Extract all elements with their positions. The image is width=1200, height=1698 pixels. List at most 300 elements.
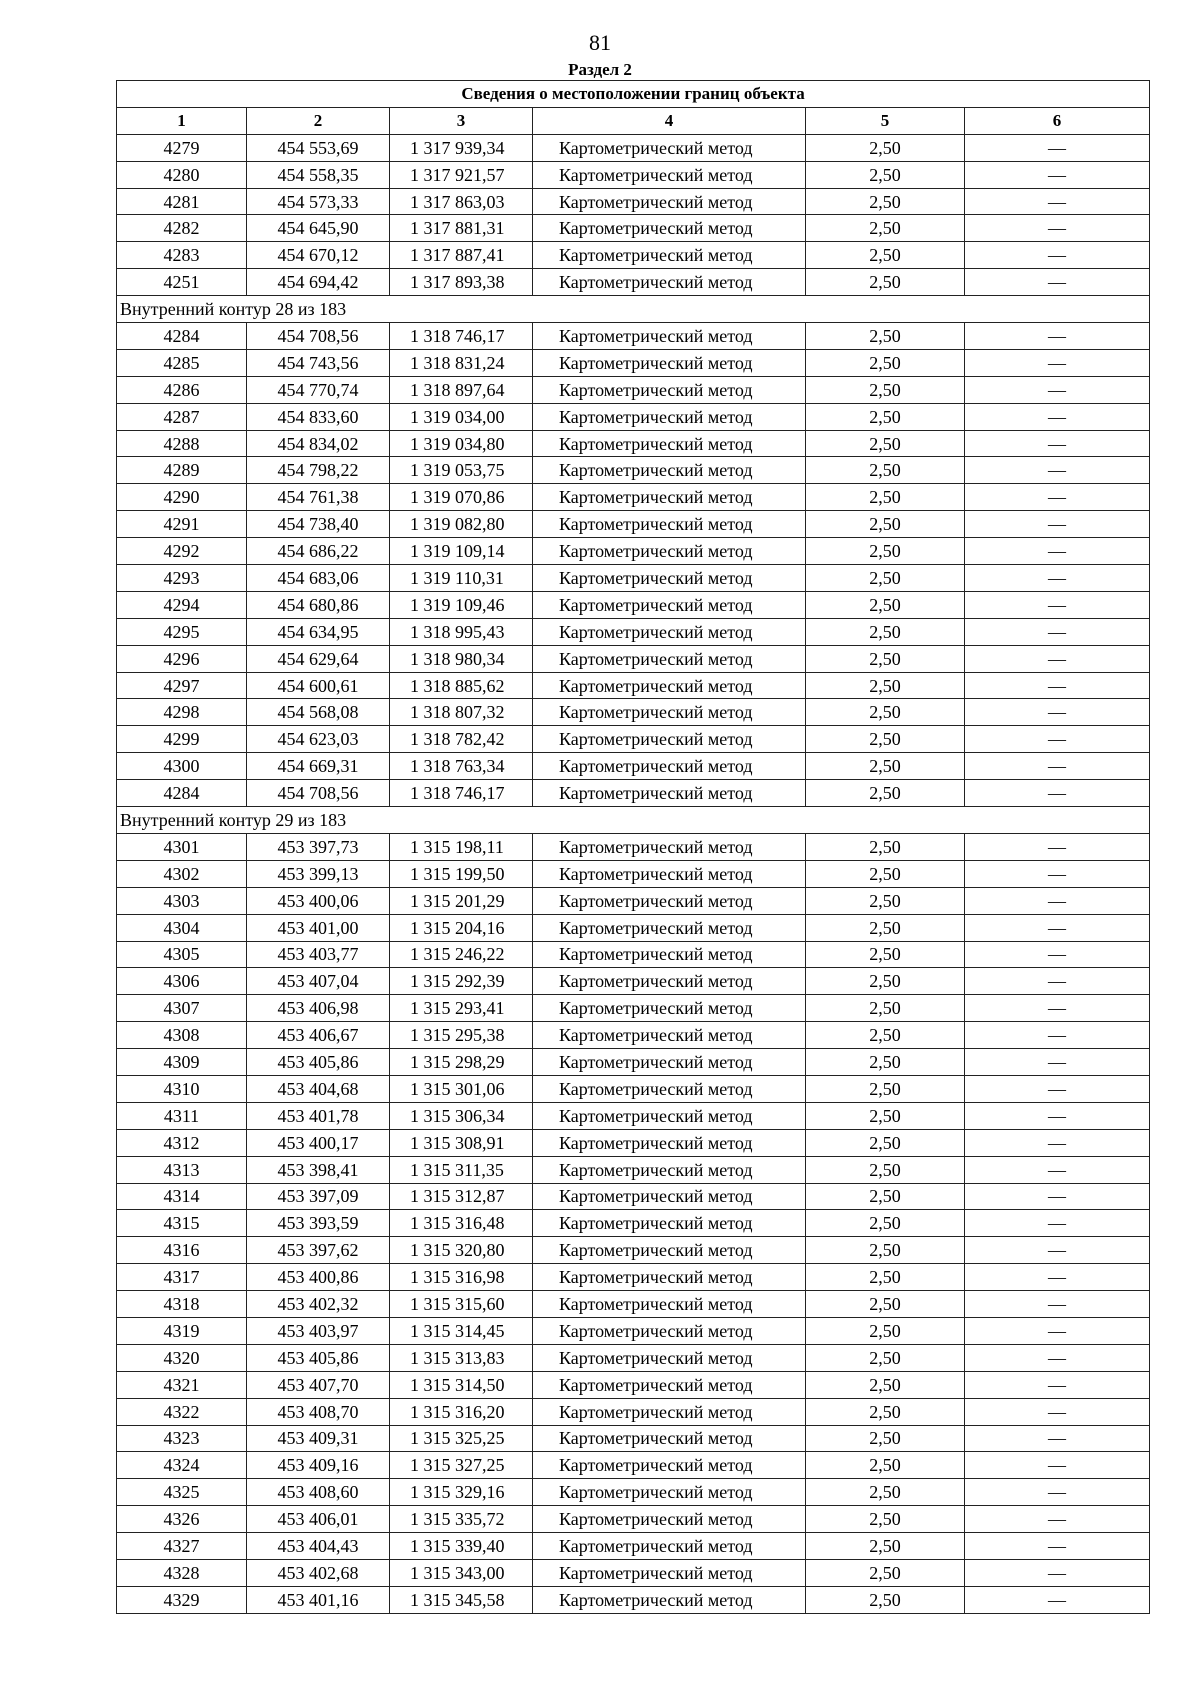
y-coordinate-cell: 1 315 335,72 <box>390 1506 533 1533</box>
page-number: 81 <box>589 30 611 55</box>
accuracy-cell: 2,50 <box>806 1586 965 1613</box>
x-coordinate-cell: 454 834,02 <box>247 430 390 457</box>
y-coordinate-cell: 1 317 881,31 <box>390 215 533 242</box>
x-coordinate-cell: 454 743,56 <box>247 349 390 376</box>
y-coordinate-cell: 1 315 314,50 <box>390 1371 533 1398</box>
note-cell: — <box>965 1022 1150 1049</box>
table-row <box>117 269 1150 296</box>
x-coordinate-cell: 454 573,33 <box>247 188 390 215</box>
table-row <box>117 511 1150 538</box>
method-cell: Картометрический метод <box>533 672 806 699</box>
x-coordinate-cell: 454 686,22 <box>247 538 390 565</box>
accuracy-cell: 2,50 <box>806 215 965 242</box>
point-number-cell: 4300 <box>117 753 247 780</box>
y-coordinate-cell: 1 318 980,34 <box>390 645 533 672</box>
method-cell: Картометрический метод <box>533 1479 806 1506</box>
x-coordinate-cell: 453 404,43 <box>247 1533 390 1560</box>
y-coordinate-cell: 1 315 308,91 <box>390 1129 533 1156</box>
table-row <box>117 914 1150 941</box>
accuracy-cell: 2,50 <box>806 1506 965 1533</box>
accuracy-cell: 2,50 <box>806 565 965 592</box>
y-coordinate-cell: 1 315 201,29 <box>390 887 533 914</box>
x-coordinate-cell: 453 403,77 <box>247 941 390 968</box>
accuracy-cell: 2,50 <box>806 914 965 941</box>
table-row <box>117 860 1150 887</box>
note-cell: — <box>965 591 1150 618</box>
point-number-cell: 4311 <box>117 1102 247 1129</box>
table-row <box>117 1264 1150 1291</box>
method-cell: Картометрический метод <box>533 349 806 376</box>
method-cell: Картометрический метод <box>533 134 806 161</box>
y-coordinate-cell: 1 315 316,48 <box>390 1210 533 1237</box>
accuracy-cell: 2,50 <box>806 1156 965 1183</box>
x-coordinate-cell: 453 397,09 <box>247 1183 390 1210</box>
note-cell: — <box>965 1586 1150 1613</box>
accuracy-cell: 2,50 <box>806 1559 965 1586</box>
note-cell: — <box>965 1533 1150 1560</box>
point-number-cell: 4318 <box>117 1291 247 1318</box>
note-cell: — <box>965 1506 1150 1533</box>
table-row <box>117 1156 1150 1183</box>
x-coordinate-cell: 454 645,90 <box>247 215 390 242</box>
note-cell: — <box>965 1129 1150 1156</box>
accuracy-cell: 2,50 <box>806 941 965 968</box>
x-coordinate-cell: 453 409,31 <box>247 1425 390 1452</box>
x-coordinate-cell: 453 408,70 <box>247 1398 390 1425</box>
table-row <box>117 1210 1150 1237</box>
point-number-cell: 4323 <box>117 1425 247 1452</box>
note-cell: — <box>965 215 1150 242</box>
note-cell: — <box>965 780 1150 807</box>
x-coordinate-cell: 454 770,74 <box>247 376 390 403</box>
y-coordinate-cell: 1 319 109,14 <box>390 538 533 565</box>
x-coordinate-cell: 454 708,56 <box>247 780 390 807</box>
point-number-cell: 4321 <box>117 1371 247 1398</box>
x-coordinate-cell: 453 393,59 <box>247 1210 390 1237</box>
table-row <box>117 1559 1150 1586</box>
method-cell: Картометрический метод <box>533 269 806 296</box>
note-cell: — <box>965 753 1150 780</box>
table-row <box>117 1533 1150 1560</box>
note-cell: — <box>965 188 1150 215</box>
method-cell: Картометрический метод <box>533 860 806 887</box>
method-cell: Картометрический метод <box>533 538 806 565</box>
note-cell: — <box>965 995 1150 1022</box>
note-cell: — <box>965 968 1150 995</box>
table-row <box>117 753 1150 780</box>
note-cell: — <box>965 618 1150 645</box>
x-coordinate-cell: 453 398,41 <box>247 1156 390 1183</box>
x-coordinate-cell: 454 798,22 <box>247 457 390 484</box>
y-coordinate-cell: 1 318 807,32 <box>390 699 533 726</box>
y-coordinate-cell: 1 315 198,11 <box>390 833 533 860</box>
table-row <box>117 968 1150 995</box>
method-cell: Картометрический метод <box>533 1264 806 1291</box>
x-coordinate-cell: 453 402,32 <box>247 1291 390 1318</box>
contour-label: Внутренний контур 29 из 183 <box>117 807 1150 834</box>
method-cell: Картометрический метод <box>533 780 806 807</box>
table-row <box>117 1506 1150 1533</box>
accuracy-cell: 2,50 <box>806 538 965 565</box>
y-coordinate-cell: 1 315 295,38 <box>390 1022 533 1049</box>
note-cell: — <box>965 1317 1150 1344</box>
accuracy-cell: 2,50 <box>806 645 965 672</box>
accuracy-cell: 2,50 <box>806 1291 965 1318</box>
accuracy-cell: 2,50 <box>806 1264 965 1291</box>
point-number-cell: 4329 <box>117 1586 247 1613</box>
accuracy-cell: 2,50 <box>806 726 965 753</box>
point-number-cell: 4281 <box>117 188 247 215</box>
table-row <box>117 161 1150 188</box>
accuracy-cell: 2,50 <box>806 1129 965 1156</box>
x-coordinate-cell: 454 669,31 <box>247 753 390 780</box>
x-coordinate-cell: 453 405,86 <box>247 1049 390 1076</box>
note-cell: — <box>965 1452 1150 1479</box>
y-coordinate-cell: 1 315 298,29 <box>390 1049 533 1076</box>
method-cell: Картометрический метод <box>533 376 806 403</box>
accuracy-cell: 2,50 <box>806 484 965 511</box>
method-cell: Картометрический метод <box>533 1371 806 1398</box>
method-cell: Картометрический метод <box>533 1425 806 1452</box>
table-caption: Сведения о местоположении границ объекта <box>117 81 1150 108</box>
table-row <box>117 242 1150 269</box>
y-coordinate-cell: 1 315 315,60 <box>390 1291 533 1318</box>
accuracy-cell: 2,50 <box>806 887 965 914</box>
accuracy-cell: 2,50 <box>806 161 965 188</box>
accuracy-cell: 2,50 <box>806 699 965 726</box>
method-cell: Картометрический метод <box>533 618 806 645</box>
accuracy-cell: 2,50 <box>806 995 965 1022</box>
point-number-cell: 4309 <box>117 1049 247 1076</box>
note-cell: — <box>965 565 1150 592</box>
accuracy-cell: 2,50 <box>806 833 965 860</box>
method-cell: Картометрический метод <box>533 161 806 188</box>
y-coordinate-cell: 1 317 863,03 <box>390 188 533 215</box>
x-coordinate-cell: 454 553,69 <box>247 134 390 161</box>
point-number-cell: 4327 <box>117 1533 247 1560</box>
x-coordinate-cell: 453 406,98 <box>247 995 390 1022</box>
x-coordinate-cell: 454 833,60 <box>247 403 390 430</box>
accuracy-cell: 2,50 <box>806 349 965 376</box>
accuracy-cell: 2,50 <box>806 134 965 161</box>
boundary-table <box>116 80 1150 1614</box>
point-number-cell: 4308 <box>117 1022 247 1049</box>
accuracy-cell: 2,50 <box>806 1479 965 1506</box>
point-number-cell: 4279 <box>117 134 247 161</box>
x-coordinate-cell: 454 738,40 <box>247 511 390 538</box>
table-row <box>117 1075 1150 1102</box>
point-number-cell: 4312 <box>117 1129 247 1156</box>
contour-row <box>117 807 1150 834</box>
point-number-cell: 4285 <box>117 349 247 376</box>
point-number-cell: 4295 <box>117 618 247 645</box>
point-number-cell: 4294 <box>117 591 247 618</box>
x-coordinate-cell: 453 401,16 <box>247 1586 390 1613</box>
y-coordinate-cell: 1 315 312,87 <box>390 1183 533 1210</box>
point-number-cell: 4282 <box>117 215 247 242</box>
y-coordinate-cell: 1 319 034,00 <box>390 403 533 430</box>
y-coordinate-cell: 1 315 345,58 <box>390 1586 533 1613</box>
x-coordinate-cell: 453 397,73 <box>247 833 390 860</box>
x-coordinate-cell: 454 670,12 <box>247 242 390 269</box>
table-body <box>117 134 1150 1613</box>
point-number-cell: 4280 <box>117 161 247 188</box>
point-number-cell: 4296 <box>117 645 247 672</box>
method-cell: Картометрический метод <box>533 323 806 350</box>
y-coordinate-cell: 1 318 746,17 <box>390 780 533 807</box>
table-row <box>117 1183 1150 1210</box>
y-coordinate-cell: 1 315 292,39 <box>390 968 533 995</box>
y-coordinate-cell: 1 315 311,35 <box>390 1156 533 1183</box>
accuracy-cell: 2,50 <box>806 618 965 645</box>
table-row <box>117 484 1150 511</box>
method-cell: Картометрический метод <box>533 1559 806 1586</box>
method-cell: Картометрический метод <box>533 511 806 538</box>
table-row <box>117 323 1150 350</box>
method-cell: Картометрический метод <box>533 1533 806 1560</box>
table-row <box>117 833 1150 860</box>
note-cell: — <box>965 430 1150 457</box>
note-cell: — <box>965 833 1150 860</box>
method-cell: Картометрический метод <box>533 403 806 430</box>
table-row <box>117 1022 1150 1049</box>
table-row <box>117 1317 1150 1344</box>
method-cell: Картометрический метод <box>533 968 806 995</box>
point-number-cell: 4289 <box>117 457 247 484</box>
y-coordinate-cell: 1 315 329,16 <box>390 1479 533 1506</box>
accuracy-cell: 2,50 <box>806 457 965 484</box>
method-cell: Картометрический метод <box>533 1506 806 1533</box>
x-coordinate-cell: 453 400,86 <box>247 1264 390 1291</box>
method-cell: Картометрический метод <box>533 887 806 914</box>
method-cell: Картометрический метод <box>533 565 806 592</box>
note-cell: — <box>965 672 1150 699</box>
accuracy-cell: 2,50 <box>806 780 965 807</box>
point-number-cell: 4288 <box>117 430 247 457</box>
note-cell: — <box>965 699 1150 726</box>
x-coordinate-cell: 454 761,38 <box>247 484 390 511</box>
accuracy-cell: 2,50 <box>806 753 965 780</box>
accuracy-cell: 2,50 <box>806 672 965 699</box>
x-coordinate-cell: 453 403,97 <box>247 1317 390 1344</box>
note-cell: — <box>965 645 1150 672</box>
contour-label: Внутренний контур 28 из 183 <box>117 296 1150 323</box>
note-cell: — <box>965 1049 1150 1076</box>
accuracy-cell: 2,50 <box>806 1183 965 1210</box>
note-cell: — <box>965 1291 1150 1318</box>
x-coordinate-cell: 453 409,16 <box>247 1452 390 1479</box>
x-coordinate-cell: 453 397,62 <box>247 1237 390 1264</box>
note-cell: — <box>965 941 1150 968</box>
table-row <box>117 995 1150 1022</box>
point-number-cell: 4297 <box>117 672 247 699</box>
accuracy-cell: 2,50 <box>806 1210 965 1237</box>
method-cell: Картометрический метод <box>533 645 806 672</box>
table-row <box>117 1479 1150 1506</box>
y-coordinate-cell: 1 315 204,16 <box>390 914 533 941</box>
table-row <box>117 215 1150 242</box>
method-cell: Картометрический метод <box>533 1022 806 1049</box>
point-number-cell: 4315 <box>117 1210 247 1237</box>
column-header: 6 <box>965 107 1150 134</box>
point-number-cell: 4325 <box>117 1479 247 1506</box>
method-cell: Картометрический метод <box>533 1344 806 1371</box>
y-coordinate-cell: 1 319 082,80 <box>390 511 533 538</box>
y-coordinate-cell: 1 318 782,42 <box>390 726 533 753</box>
table-row <box>117 591 1150 618</box>
accuracy-cell: 2,50 <box>806 1425 965 1452</box>
x-coordinate-cell: 453 405,86 <box>247 1344 390 1371</box>
note-cell: — <box>965 887 1150 914</box>
y-coordinate-cell: 1 318 897,64 <box>390 376 533 403</box>
table-caption-row <box>117 81 1150 108</box>
table-row <box>117 1344 1150 1371</box>
column-header-row <box>117 107 1150 134</box>
y-coordinate-cell: 1 315 316,98 <box>390 1264 533 1291</box>
y-coordinate-cell: 1 319 110,31 <box>390 565 533 592</box>
table-row <box>117 941 1150 968</box>
table-row <box>117 672 1150 699</box>
x-coordinate-cell: 454 680,86 <box>247 591 390 618</box>
table-row <box>117 1371 1150 1398</box>
point-number-cell: 4317 <box>117 1264 247 1291</box>
note-cell: — <box>965 376 1150 403</box>
note-cell: — <box>965 860 1150 887</box>
point-number-cell: 4310 <box>117 1075 247 1102</box>
x-coordinate-cell: 454 629,64 <box>247 645 390 672</box>
method-cell: Картометрический метод <box>533 1291 806 1318</box>
table-row <box>117 134 1150 161</box>
note-cell: — <box>965 1183 1150 1210</box>
table-row <box>117 1425 1150 1452</box>
note-cell: — <box>965 1210 1150 1237</box>
point-number-cell: 4328 <box>117 1559 247 1586</box>
y-coordinate-cell: 1 315 306,34 <box>390 1102 533 1129</box>
y-coordinate-cell: 1 317 887,41 <box>390 242 533 269</box>
method-cell: Картометрический метод <box>533 753 806 780</box>
note-cell: — <box>965 1102 1150 1129</box>
method-cell: Картометрический метод <box>533 914 806 941</box>
table-row <box>117 403 1150 430</box>
method-cell: Картометрический метод <box>533 215 806 242</box>
accuracy-cell: 2,50 <box>806 188 965 215</box>
note-cell: — <box>965 914 1150 941</box>
note-cell: — <box>965 1344 1150 1371</box>
table-row <box>117 188 1150 215</box>
column-header: 4 <box>533 107 806 134</box>
note-cell: — <box>965 1237 1150 1264</box>
y-coordinate-cell: 1 318 763,34 <box>390 753 533 780</box>
point-number-cell: 4251 <box>117 269 247 296</box>
method-cell: Картометрический метод <box>533 941 806 968</box>
y-coordinate-cell: 1 317 893,38 <box>390 269 533 296</box>
method-cell: Картометрический метод <box>533 1398 806 1425</box>
point-number-cell: 4307 <box>117 995 247 1022</box>
table-row <box>117 780 1150 807</box>
note-cell: — <box>965 323 1150 350</box>
note-cell: — <box>965 511 1150 538</box>
note-cell: — <box>965 403 1150 430</box>
y-coordinate-cell: 1 315 313,83 <box>390 1344 533 1371</box>
y-coordinate-cell: 1 318 831,24 <box>390 349 533 376</box>
method-cell: Картометрический метод <box>533 188 806 215</box>
point-number-cell: 4322 <box>117 1398 247 1425</box>
point-number-cell: 4314 <box>117 1183 247 1210</box>
method-cell: Картометрический метод <box>533 1129 806 1156</box>
point-number-cell: 4320 <box>117 1344 247 1371</box>
note-cell: — <box>965 1156 1150 1183</box>
accuracy-cell: 2,50 <box>806 511 965 538</box>
y-coordinate-cell: 1 319 070,86 <box>390 484 533 511</box>
y-coordinate-cell: 1 318 995,43 <box>390 618 533 645</box>
x-coordinate-cell: 453 400,17 <box>247 1129 390 1156</box>
table-row <box>117 457 1150 484</box>
note-cell: — <box>965 1425 1150 1452</box>
table-row <box>117 618 1150 645</box>
accuracy-cell: 2,50 <box>806 1075 965 1102</box>
method-cell: Картометрический метод <box>533 1075 806 1102</box>
point-number-cell: 4301 <box>117 833 247 860</box>
y-coordinate-cell: 1 315 320,80 <box>390 1237 533 1264</box>
y-coordinate-cell: 1 315 327,25 <box>390 1452 533 1479</box>
y-coordinate-cell: 1 315 301,06 <box>390 1075 533 1102</box>
x-coordinate-cell: 454 708,56 <box>247 323 390 350</box>
y-coordinate-cell: 1 315 339,40 <box>390 1533 533 1560</box>
point-number-cell: 4284 <box>117 323 247 350</box>
accuracy-cell: 2,50 <box>806 1237 965 1264</box>
table-row <box>117 1452 1150 1479</box>
table-row <box>117 1398 1150 1425</box>
table-row <box>117 565 1150 592</box>
note-cell: — <box>965 1264 1150 1291</box>
table-row <box>117 1129 1150 1156</box>
point-number-cell: 4293 <box>117 565 247 592</box>
x-coordinate-cell: 453 406,01 <box>247 1506 390 1533</box>
point-number-cell: 4304 <box>117 914 247 941</box>
x-coordinate-cell: 453 400,06 <box>247 887 390 914</box>
point-number-cell: 4298 <box>117 699 247 726</box>
point-number-cell: 4287 <box>117 403 247 430</box>
table-row <box>117 376 1150 403</box>
method-cell: Картометрический метод <box>533 1102 806 1129</box>
table-row <box>117 1049 1150 1076</box>
note-cell: — <box>965 457 1150 484</box>
point-number-cell: 4303 <box>117 887 247 914</box>
accuracy-cell: 2,50 <box>806 860 965 887</box>
table-row <box>117 349 1150 376</box>
accuracy-cell: 2,50 <box>806 1371 965 1398</box>
point-number-cell: 4306 <box>117 968 247 995</box>
table-row <box>117 430 1150 457</box>
note-cell: — <box>965 726 1150 753</box>
y-coordinate-cell: 1 315 325,25 <box>390 1425 533 1452</box>
note-cell: — <box>965 269 1150 296</box>
x-coordinate-cell: 453 406,67 <box>247 1022 390 1049</box>
x-coordinate-cell: 454 634,95 <box>247 618 390 645</box>
column-header: 3 <box>390 107 533 134</box>
note-cell: — <box>965 349 1150 376</box>
point-number-cell: 4324 <box>117 1452 247 1479</box>
method-cell: Картометрический метод <box>533 1210 806 1237</box>
note-cell: — <box>965 538 1150 565</box>
table-row <box>117 1586 1150 1613</box>
accuracy-cell: 2,50 <box>806 1022 965 1049</box>
table-row <box>117 1237 1150 1264</box>
x-coordinate-cell: 453 407,04 <box>247 968 390 995</box>
table-row <box>117 699 1150 726</box>
note-cell: — <box>965 161 1150 188</box>
point-number-cell: 4284 <box>117 780 247 807</box>
